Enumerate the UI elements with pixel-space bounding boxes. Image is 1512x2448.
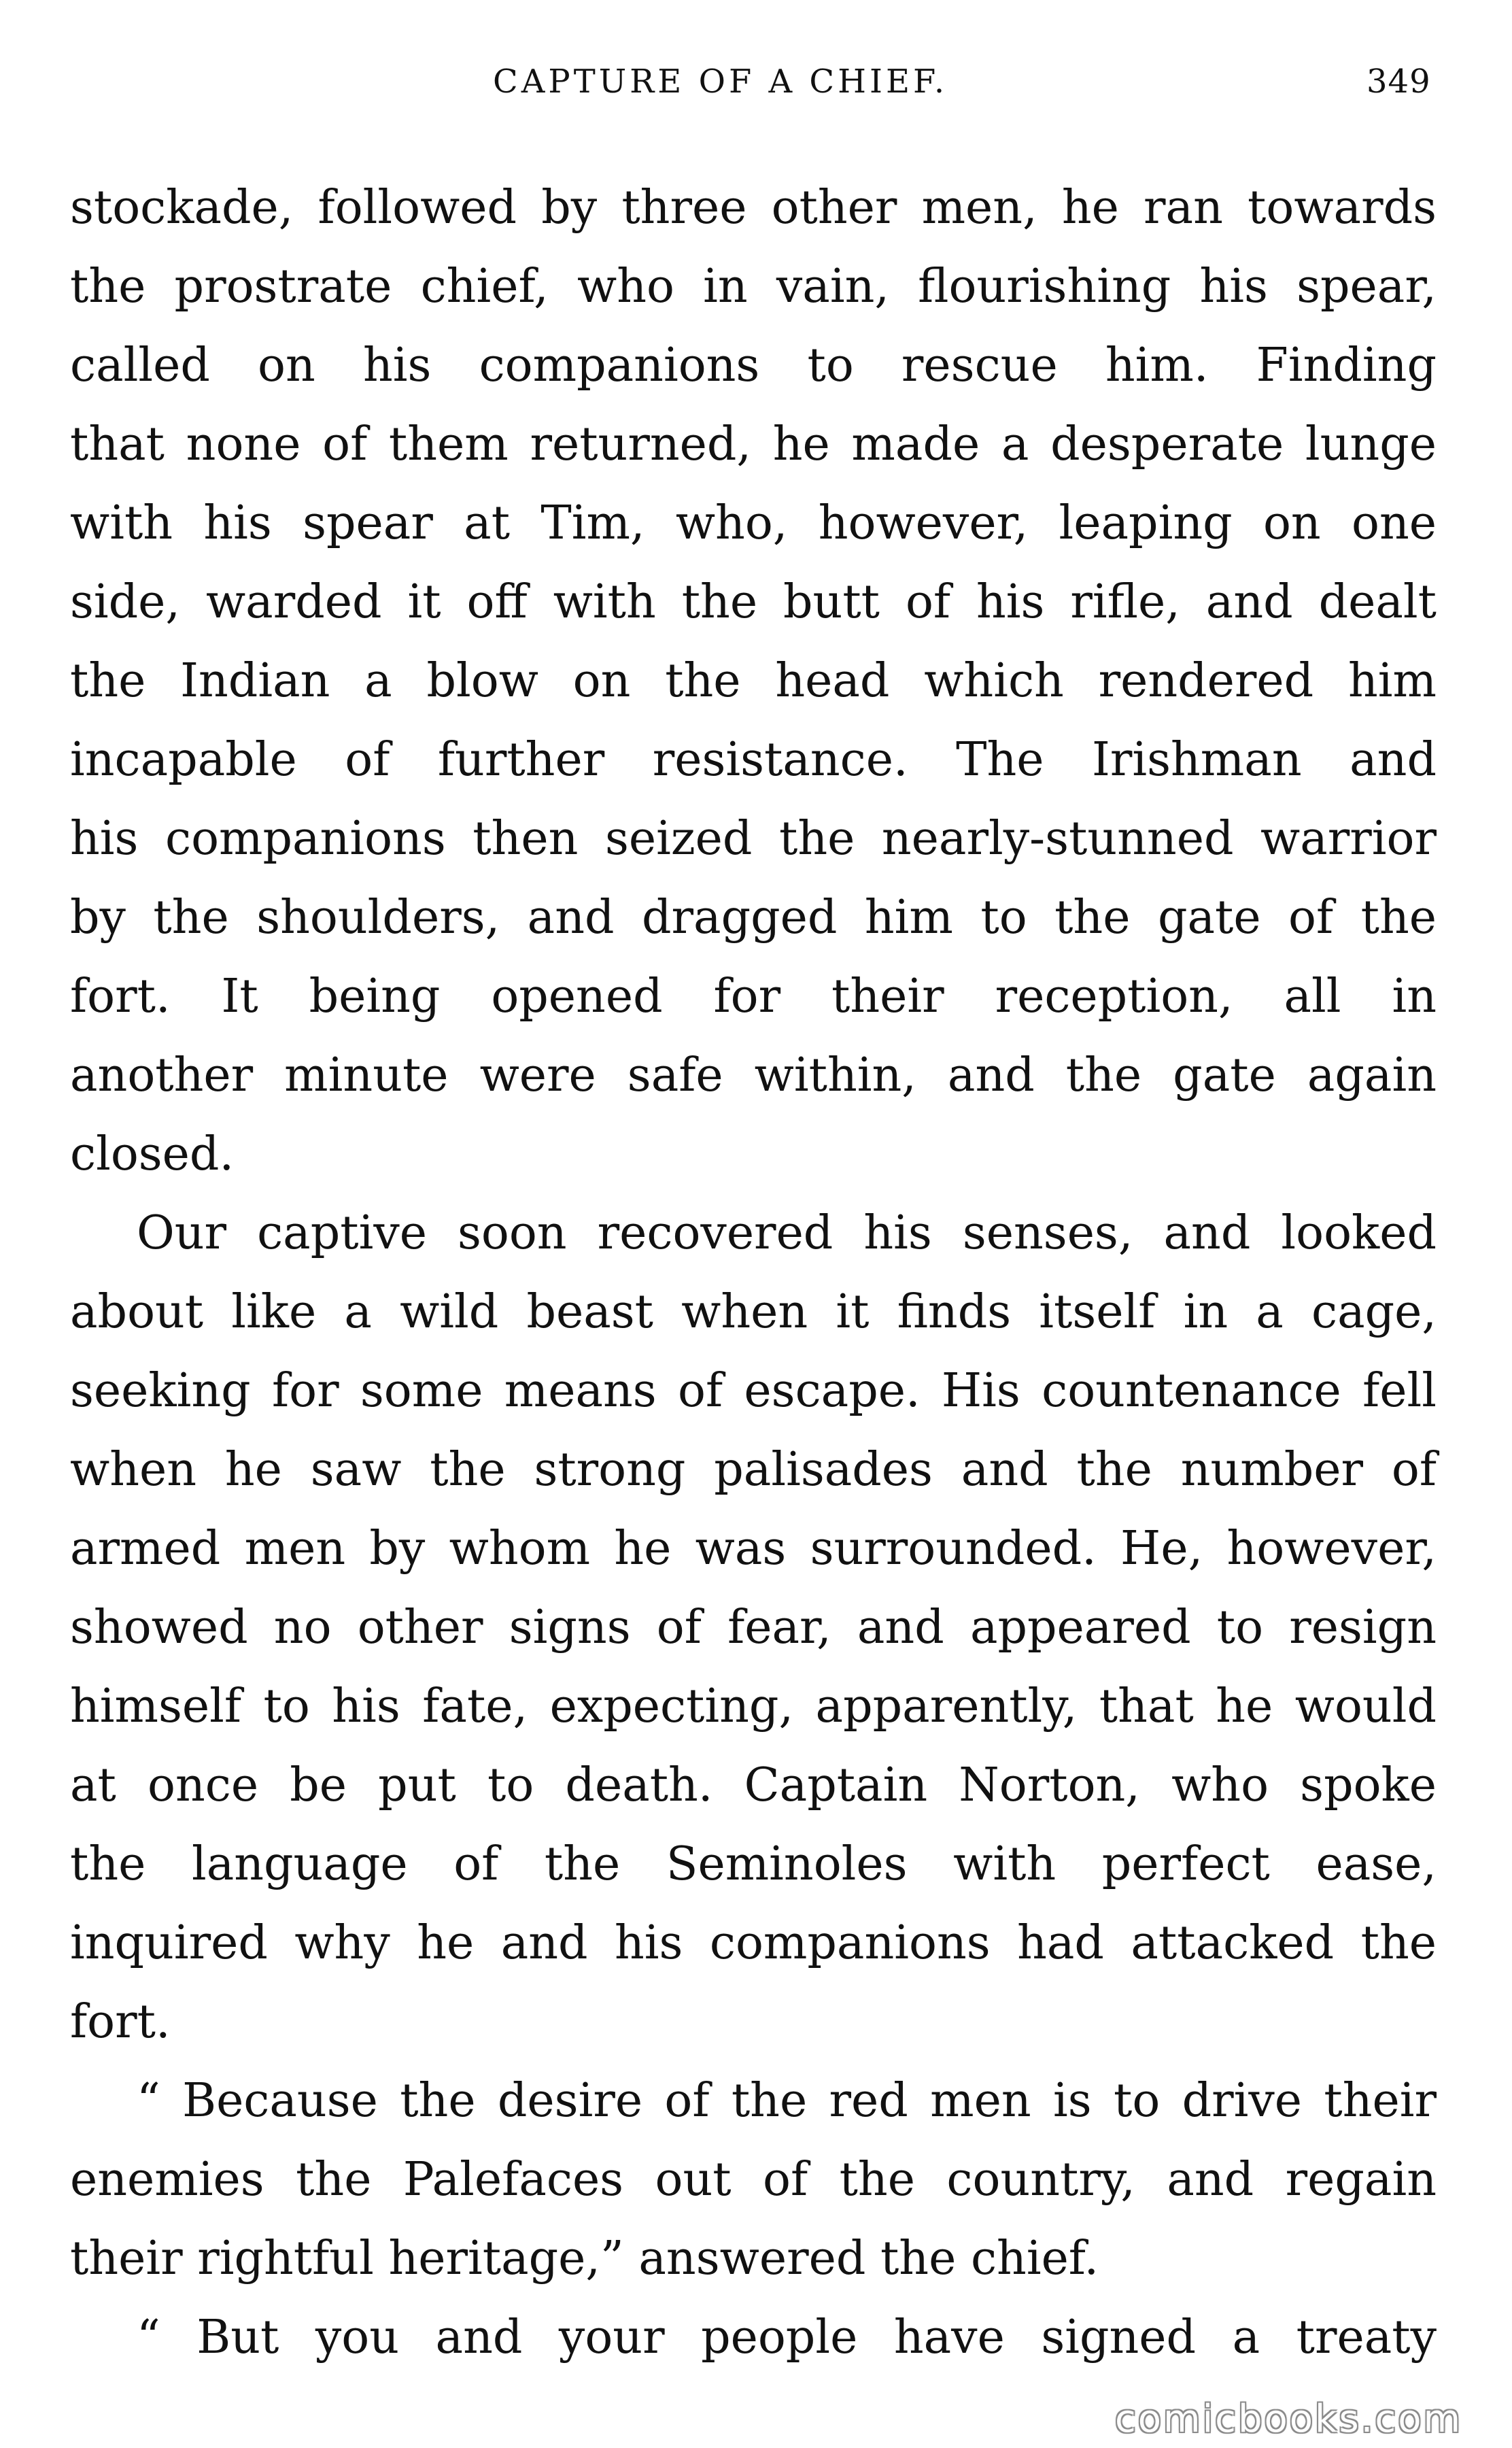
text-line: the Indian a blow on the head which rendered him [70, 654, 1437, 708]
text-line: stockade, followed by three other men, he ran towards [70, 181, 1437, 235]
text-line: inquired why he and his companions had attacked the [70, 1916, 1437, 1970]
text-line: called on his companions to rescue him. Finding [70, 339, 1437, 392]
text-line: when he saw the strong palisades and the number of [70, 1443, 1437, 1497]
text-line: incapable of further resistance. The Irishman and [70, 733, 1437, 787]
text-line: Our captive soon recovered his senses, and looked [137, 1206, 1437, 1260]
text-line: fort. [70, 1995, 171, 2049]
body-text [70, 169, 1437, 2377]
text-line: the language of the Seminoles with perfect ease, [70, 1837, 1437, 1891]
text-line: armed men by whom he was surrounded. He, however, [70, 1522, 1437, 1576]
text-line: “ But you and your people have signed a treaty [137, 2311, 1437, 2364]
page-number: 349 [1367, 63, 1431, 101]
text-line: “ Because the desire of the red men is to drive their [137, 2074, 1437, 2128]
watermark: comicbooks.com [1115, 2397, 1463, 2441]
running-title: CAPTURE OF A CHIEF. [493, 63, 948, 101]
text-line: his companions then seized the nearly-stunned warrior [70, 812, 1437, 866]
text-line: side, warded it off with the butt of his rifle, and dealt [70, 575, 1437, 629]
text-line: closed. [70, 1127, 235, 1181]
text-line: with his spear at Tim, who, however, leaping on one [70, 496, 1437, 550]
text-line: another minute were safe within, and the gate again [70, 1049, 1437, 1102]
text-line: seeking for some means of escape. His countenance fell [70, 1364, 1437, 1418]
text-line: by the shoulders, and dragged him to the gate of the [70, 891, 1437, 945]
text-line: enemies the Palefaces out of the country, and regain [70, 2153, 1437, 2207]
text-line: that none of them returned, he made a desperate lunge [70, 418, 1437, 471]
text-line: himself to his fate, expecting, apparently, that he would [70, 1680, 1437, 1733]
text-line: about like a wild beast when it finds itself in a cage, [70, 1285, 1437, 1339]
text-line: at once be put to death. Captain Norton, who spoke [70, 1758, 1437, 1812]
text-line: fort. It being opened for their reception, all in [70, 970, 1437, 1023]
running-head [0, 63, 1512, 117]
text-line: the prostrate chief, who in vain, flourishing his spear, [70, 260, 1437, 313]
text-line: their rightful heritage,” answered the chief. [70, 2232, 1099, 2285]
text-line: showed no other signs of fear, and appeared to resign [70, 1601, 1437, 1654]
